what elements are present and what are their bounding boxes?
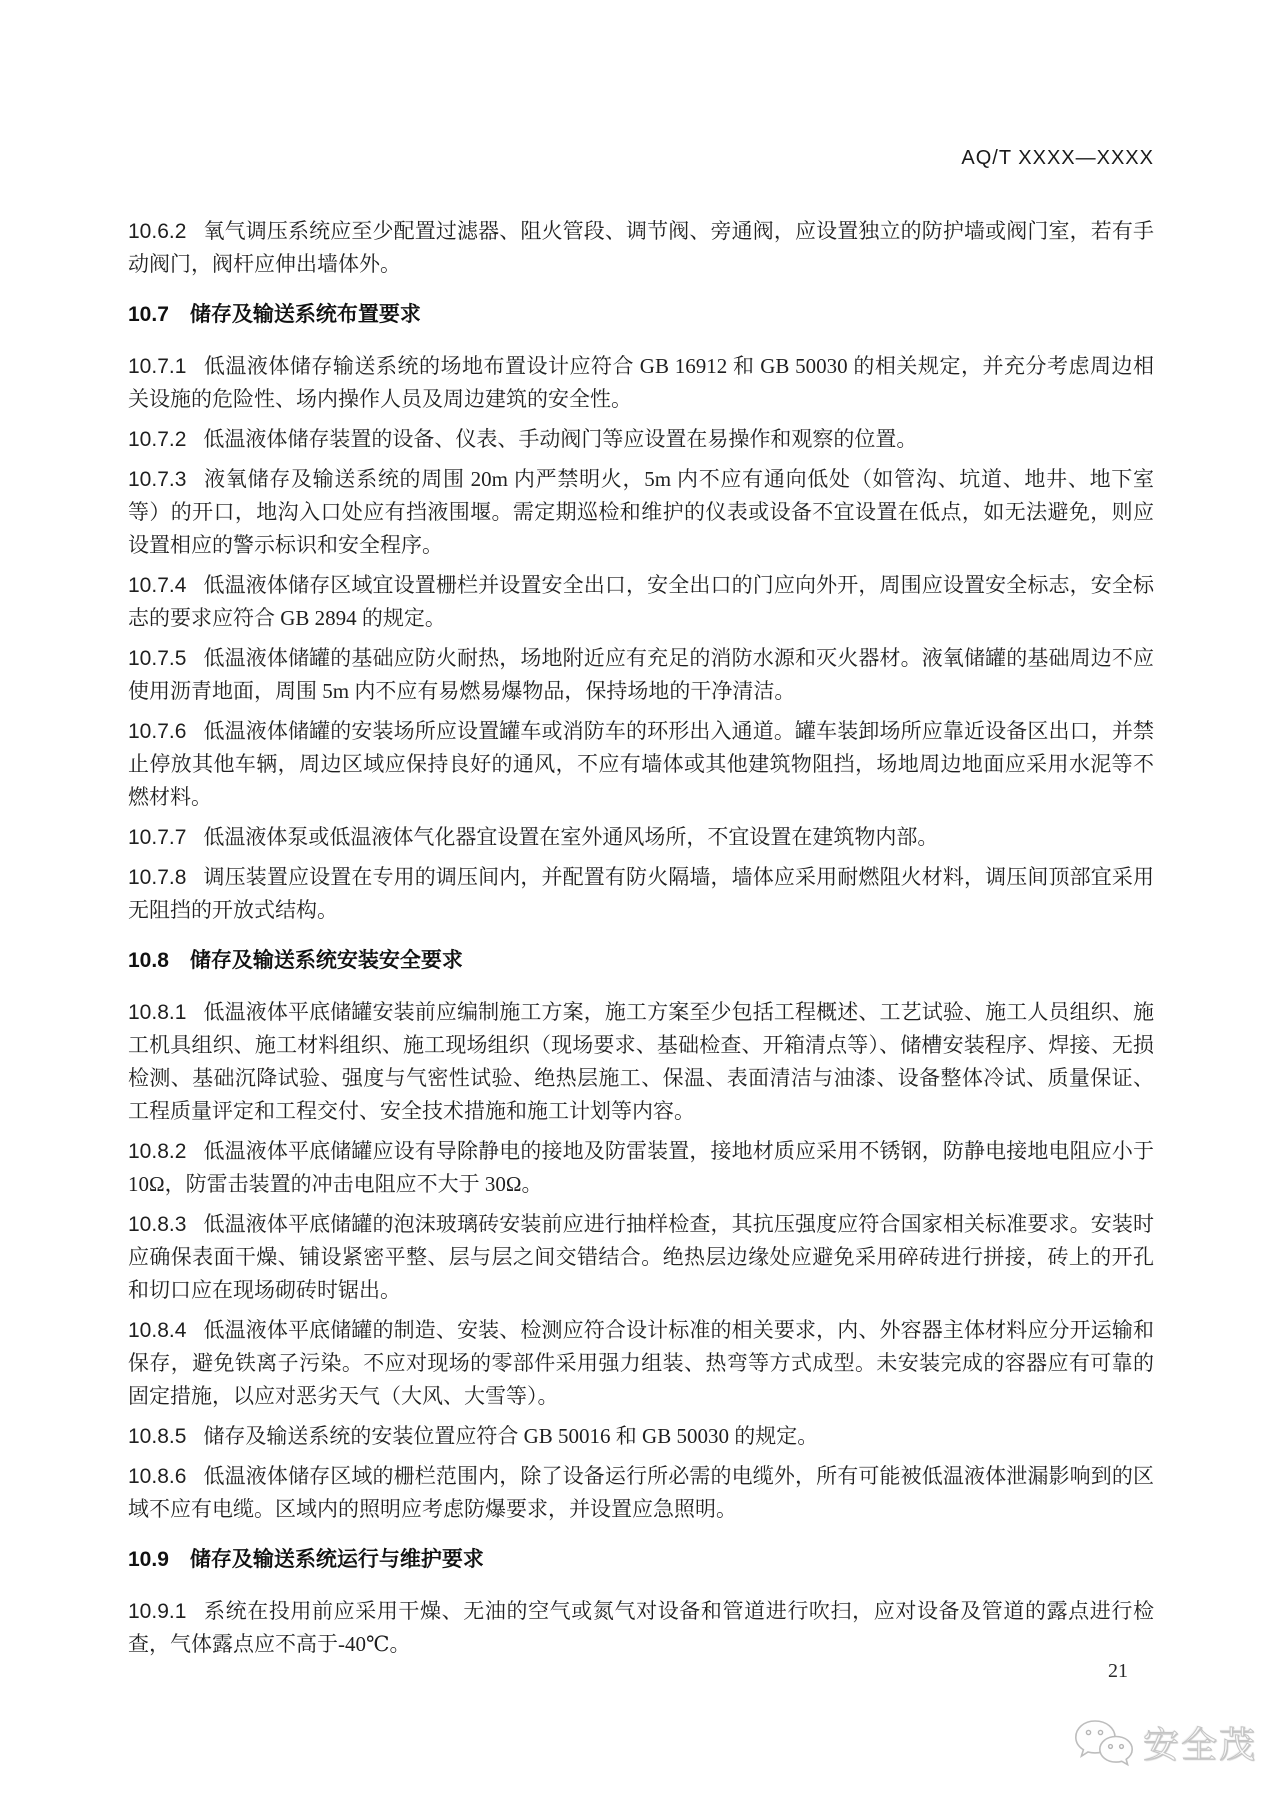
section-heading-10.8 <box>128 944 1154 977</box>
section-title: 储存及输送系统布置要求 <box>189 303 421 326</box>
clause-10.8.6 <box>128 1460 1154 1526</box>
clause-number: 10.7.1 <box>128 355 187 378</box>
clause-number: 10.7.5 <box>128 647 187 670</box>
watermark <box>1072 1718 1257 1772</box>
clause-number: 10.7.8 <box>128 866 187 889</box>
clause-text: 低温液体平底储罐的泡沫玻璃砖安装前应进行抽样检查，其抗压强度应符合国家相关标准要求。安装时应确保表面干燥、铺设紧密平整、层与层之间交错结合。绝热层边缘处应避免采用碎砖进行拼接，砖上的开孔和切口应在现场砌砖时锯出。 <box>128 1212 1154 1302</box>
clause-text: 低温液体储罐的基础应防火耐热，场地附近应有充足的消防水源和灭火器材。液氧储罐的基础周边不应使用沥青地面，周围 5m 内不应有易燃易爆物品，保持场地的干净清洁。 <box>128 646 1154 703</box>
clause-number: 10.7.4 <box>128 574 187 597</box>
clause-10.8.2 <box>128 1135 1154 1201</box>
document-body <box>128 215 1154 1661</box>
clause-text: 低温液体储存装置的设备、仪表、手动阀门等应设置在易操作和观察的位置。 <box>203 427 918 451</box>
clause-text: 低温液体平底储罐应设有导除静电的接地及防雷装置，接地材质应采用不锈钢，防静电接地电阻应小于 10Ω，防雷击装置的冲击电阻应不大于 30Ω。 <box>128 1139 1154 1196</box>
content-area <box>128 147 1154 1668</box>
clause-number: 10.7.6 <box>128 720 187 743</box>
clause-number: 10.8.4 <box>128 1319 187 1342</box>
clause-number: 10.9.1 <box>128 1600 187 1623</box>
clause-10.7.3 <box>128 463 1154 562</box>
clause-number: 10.8.6 <box>128 1465 187 1488</box>
clause-text: 低温液体平底储罐的制造、安装、检测应符合设计标准的相关要求，内、外容器主体材料应分开运输和保存，避免铁离子污染。不应对现场的零部件采用强力组装、热弯等方式成型。未安装完成的容器应有可靠的固定措施，以应对恶劣天气（大风、大雪等）。 <box>128 1318 1154 1408</box>
clause-text: 低温液体储存区域的栅栏范围内，除了设备运行所必需的电缆外，所有可能被低温液体泄漏影响到的区域不应有电缆。区域内的照明应考虑防爆要求，并设置应急照明。 <box>128 1464 1154 1521</box>
clause-number: 10.7.3 <box>128 468 187 491</box>
clause-10.7.6 <box>128 715 1154 814</box>
clause-text: 调压装置应设置在专用的调压间内，并配置有防火隔墙，墙体应采用耐燃阻火材料，调压间顶部宜采用无阻挡的开放式结构。 <box>128 865 1154 922</box>
clause-10.9.1 <box>128 1595 1154 1661</box>
clause-number: 10.7 <box>128 303 169 326</box>
clause-text: 液氧储存及输送系统的周围 20m 内严禁明火，5m 内不应有通向低处（如管沟、坑道、地井、地下室等）的开口，地沟入口处应有挡液围堰。需定期巡检和维护的仪表或设备不宜设置在低点，如无法避免，则应设置相应的警示标识和安全程序。 <box>128 467 1154 557</box>
clause-number: 10.8.5 <box>128 1425 187 1448</box>
clause-number: 10.8.2 <box>128 1140 187 1163</box>
clause-text: 储存及输送系统的安装位置应符合 GB 50016 和 GB 50030 的规定。 <box>203 1424 819 1448</box>
clause-10.6.2 <box>128 215 1154 281</box>
clause-10.8.5 <box>128 1420 1154 1453</box>
clause-text: 低温液体储存区域宜设置栅栏并设置安全出口，安全出口的门应向外开，周围应设置安全标志，安全标志的要求应符合 GB 2894 的规定。 <box>128 573 1154 630</box>
wechat-bubbles-icon <box>1072 1718 1136 1772</box>
clause-10.7.7 <box>128 821 1154 854</box>
clause-10.8.1 <box>128 996 1154 1128</box>
clause-number: 10.7.2 <box>128 428 187 451</box>
clause-10.7.5 <box>128 642 1154 708</box>
clause-10.7.1 <box>128 350 1154 416</box>
clause-number: 10.8.1 <box>128 1001 187 1024</box>
clause-number: 10.8 <box>128 949 169 972</box>
clause-number: 10.7.7 <box>128 826 187 849</box>
clause-text: 低温液体储罐的安装场所应设置罐车或消防车的环形出入通道。罐车装卸场所应靠近设备区出口，并禁止停放其他车辆，周边区域应保持良好的通风，不应有墙体或其他建筑物阻挡，场地周边地面应采用水泥等不燃材料。 <box>128 719 1154 809</box>
clause-text: 低温液体平底储罐安装前应编制施工方案，施工方案至少包括工程概述、工艺试验、施工人员组织、施工机具组织、施工材料组织、施工现场组织（现场要求、基础检查、开箱清点等）、储槽安装程序、焊接、无损检测、基础沉降试验、强度与气密性试验、绝热层施工、保温、表面清洁与油漆、设备整体冷试、质量保证、工程质量评定和工程交付、安全技术措施和施工计划等内容。 <box>128 1000 1154 1123</box>
clause-text: 低温液体泵或低温液体气化器宜设置在室外通风场所，不宜设置在建筑物内部。 <box>203 825 939 849</box>
section-title: 储存及输送系统安装安全要求 <box>189 949 463 972</box>
clause-number: 10.9 <box>128 1548 169 1571</box>
clause-10.7.8 <box>128 861 1154 927</box>
clause-number: 10.6.2 <box>128 220 187 243</box>
clause-number: 10.8.3 <box>128 1213 187 1236</box>
clause-text: 低温液体储存输送系统的场地布置设计应符合 GB 16912 和 GB 50030 的相关规定，并充分考虑周边相关设施的危险性、场内操作人员及周边建筑的安全性。 <box>128 354 1154 411</box>
clause-10.8.3 <box>128 1208 1154 1307</box>
clause-10.8.4 <box>128 1314 1154 1413</box>
document-code-header: AQ/T XXXX—XXXX <box>961 147 1154 169</box>
clause-text: 系统在投用前应采用干燥、无油的空气或氮气对设备和管道进行吹扫，应对设备及管道的露点进行检查，气体露点应不高于-40℃。 <box>128 1599 1154 1656</box>
clause-text: 氧气调压系统应至少配置过滤器、阻火管段、调节阀、旁通阀，应设置独立的防护墙或阀门室，若有手动阀门，阀杆应伸出墙体外。 <box>128 219 1154 276</box>
watermark-text: 安全茂 <box>1143 1724 1258 1765</box>
clause-10.7.4 <box>128 569 1154 635</box>
section-heading-10.7 <box>128 298 1154 331</box>
section-title: 储存及输送系统运行与维护要求 <box>189 1548 484 1571</box>
section-heading-10.9 <box>128 1543 1154 1576</box>
clause-10.7.2 <box>128 423 1154 456</box>
page-number: 21 <box>1108 1660 1128 1682</box>
